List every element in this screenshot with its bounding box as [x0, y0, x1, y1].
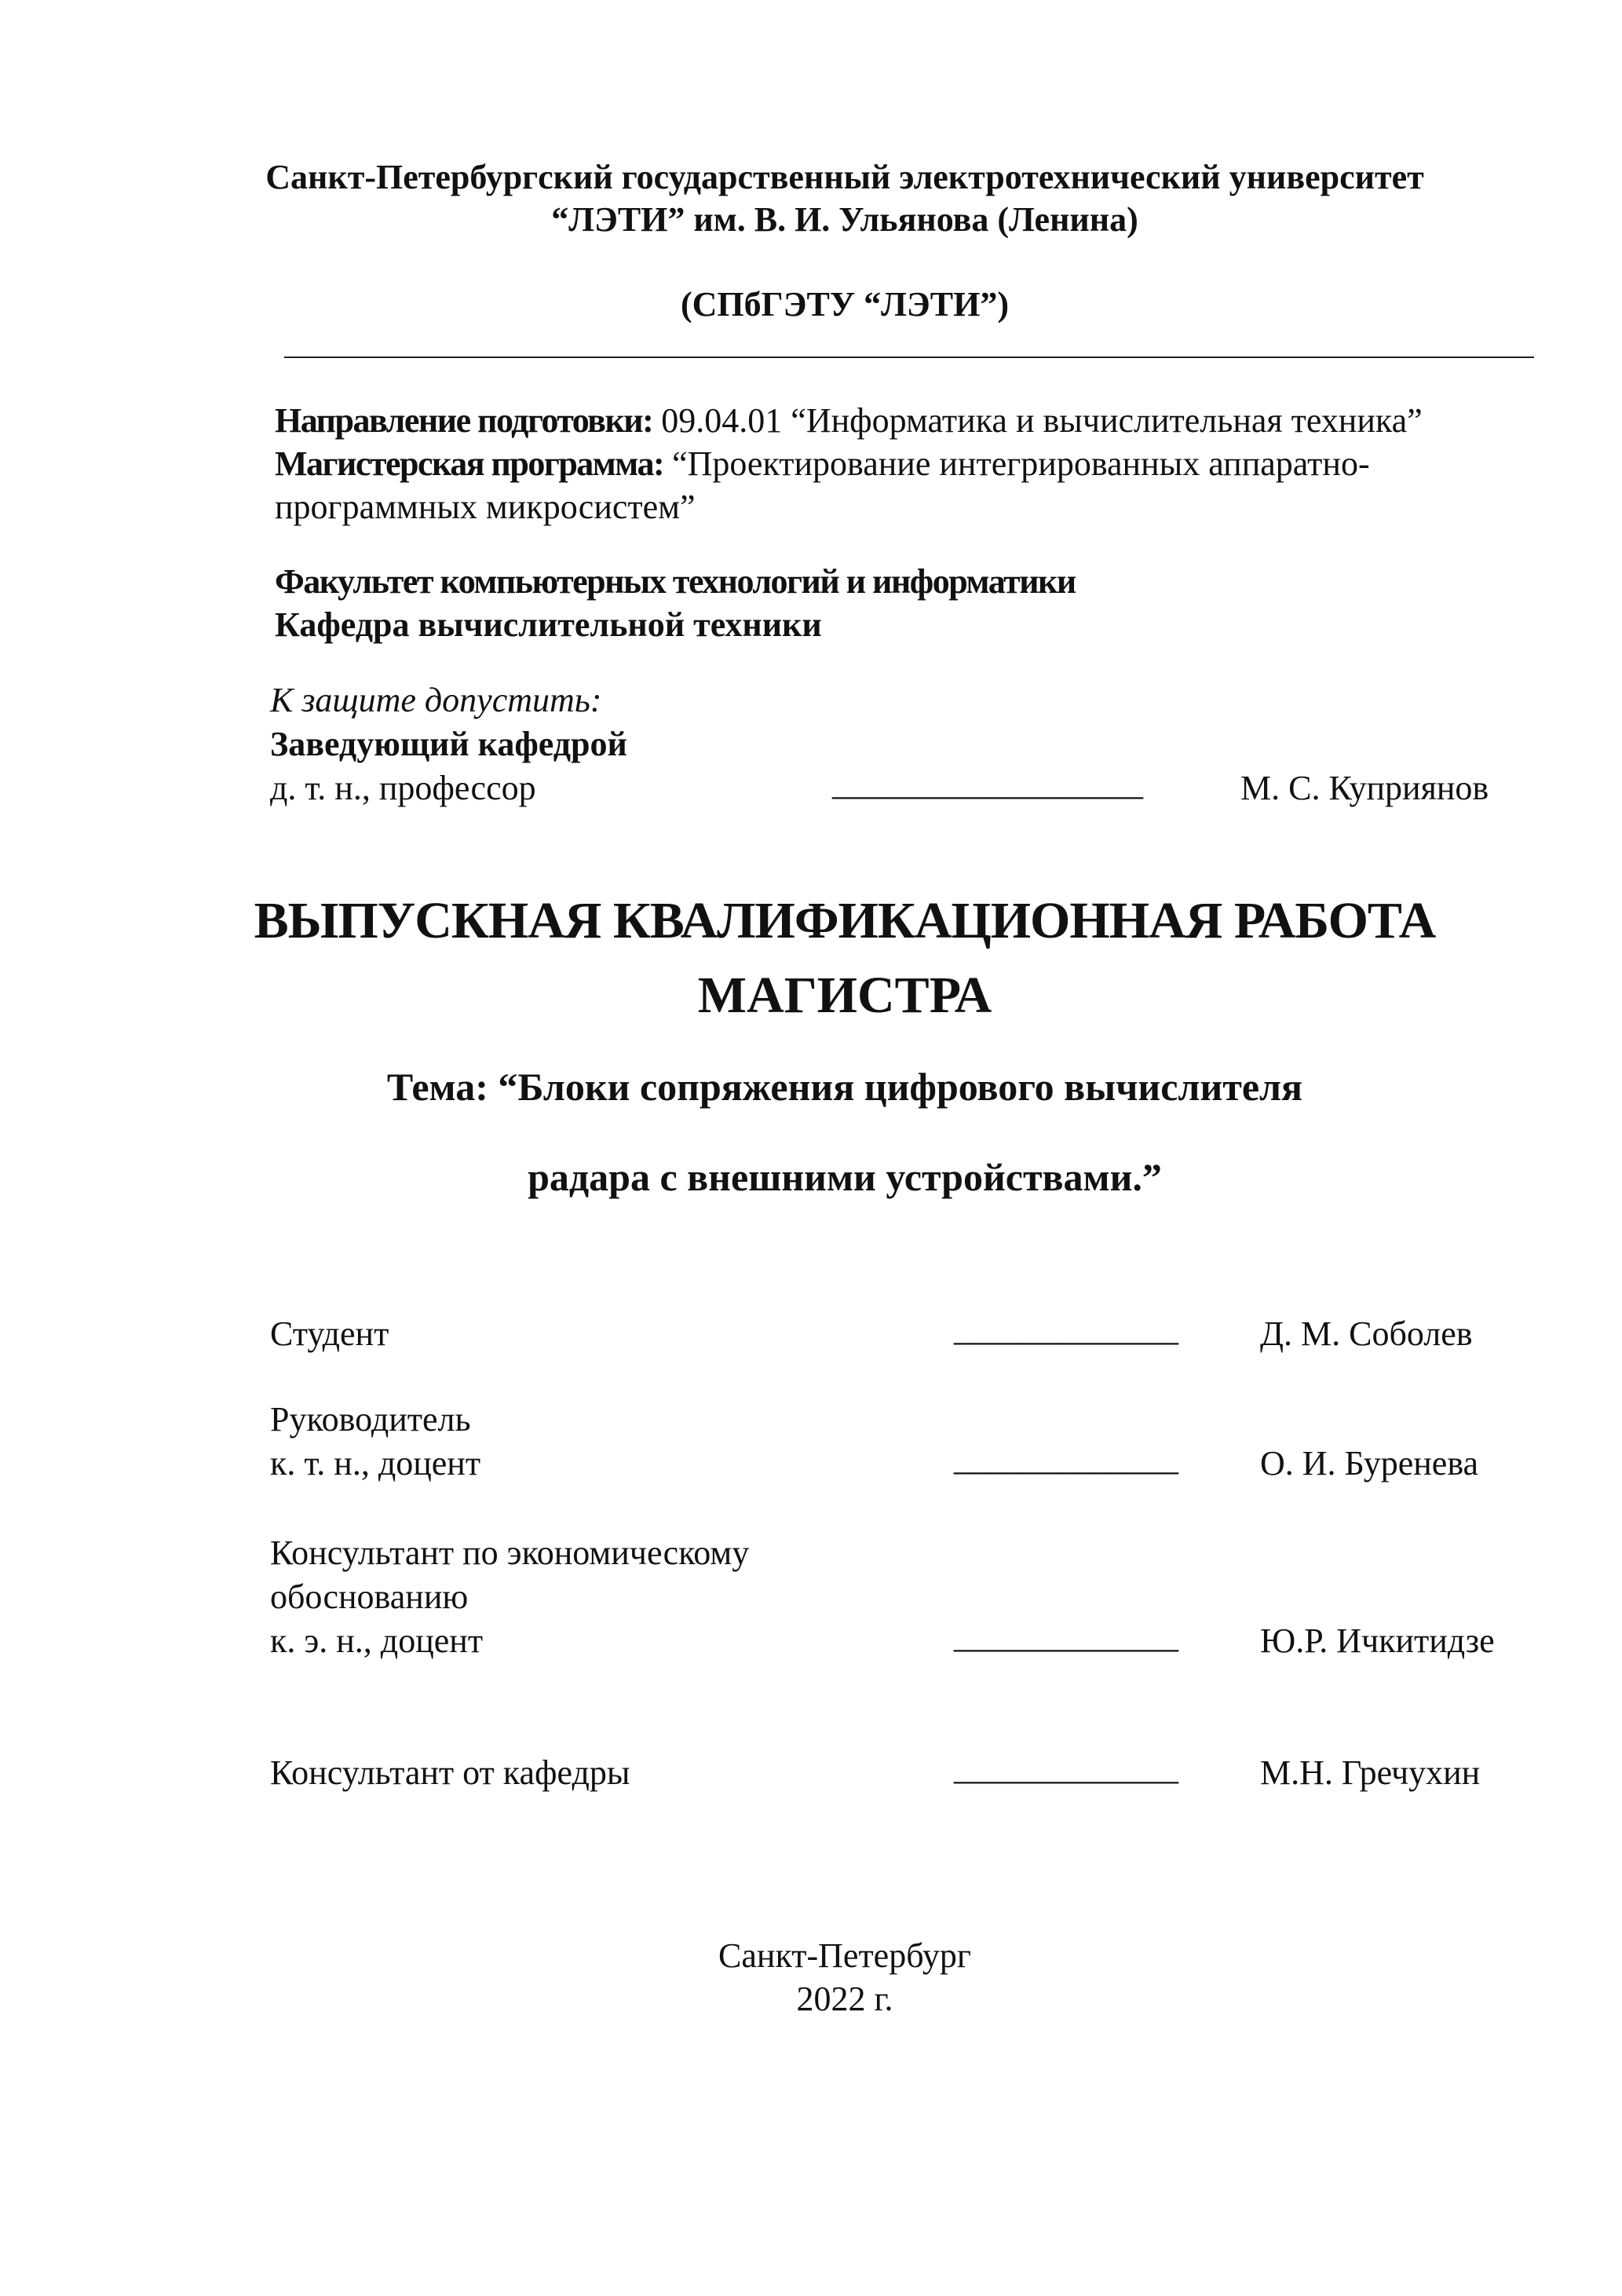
master-program-label: Магистерская программа:: [275, 444, 664, 483]
student-signature-line: _____________: [954, 1310, 1178, 1348]
document-type-line1: ВЫПУСКНАЯ КВАЛИФИКАЦИОННАЯ РАБОТА: [254, 892, 1436, 949]
dept-consultant-role: Консультант от кафедры: [270, 1753, 630, 1792]
admission-note: К защите допустить:: [270, 681, 602, 719]
faculty-name: Факультет компьютерных технологий и информатики: [275, 562, 1076, 601]
dept-consultant-name: М.Н. Гречухин: [1260, 1753, 1481, 1792]
supervisor-role: Руководитель: [270, 1400, 471, 1439]
city: Санкт-Петербург: [718, 1936, 971, 1975]
dept-consultant-signature-line: _____________: [954, 1749, 1178, 1787]
direction-label: Направление подготовки:: [275, 401, 653, 440]
econ-consultant-name: Ю.Р. Ичкитидзе: [1260, 1621, 1495, 1660]
admission-academic-title: д. т. н., профессор: [270, 769, 536, 807]
direction-line: [275, 400, 1423, 441]
admission-head-title: Заведующий кафедрой: [270, 725, 627, 763]
admission-head-name: М. С. Куприянов: [1240, 769, 1489, 807]
direction-value: 09.04.01 “Информатика и вычислительная техника”: [652, 401, 1423, 440]
master-program-line: [275, 444, 1370, 484]
university-name-line2: “ЛЭТИ” им. В. И. Ульянова (Ленина): [551, 200, 1138, 239]
supervisor-title: к. т. н., доцент: [270, 1444, 481, 1483]
topic-line1: Тема: “Блоки сопряжения цифрового вычислителя: [386, 1065, 1303, 1109]
econ-consultant-title: к. э. н., доцент: [270, 1621, 484, 1660]
master-program-value-line1: “Проектирование интегрированных аппаратно-: [663, 444, 1370, 483]
header-divider: [284, 356, 1534, 358]
student-role: Студент: [270, 1314, 389, 1353]
supervisor-name: О. И. Буренева: [1260, 1444, 1479, 1483]
econ-consultant-role-line1: Консультант по экономическому: [270, 1534, 750, 1572]
master-program-value-line2: программных микросистем”: [275, 488, 696, 526]
supervisor-signature-line: _____________: [954, 1439, 1178, 1478]
econ-consultant-role-line2: обоснованию: [270, 1578, 469, 1616]
topic-line2: радара с внешними устройствами.”: [528, 1155, 1162, 1199]
university-name-line1: Санкт-Петербургский государственный электротехнический университет: [265, 158, 1424, 196]
econ-consultant-signature-line: _____________: [954, 1617, 1178, 1655]
department-name: Кафедра вычислительной техники: [275, 605, 822, 644]
year: 2022 г.: [796, 1980, 893, 2018]
student-name: Д. М. Соболев: [1260, 1314, 1473, 1353]
document-type-line2: МАГИСТРА: [697, 967, 992, 1024]
admission-signature-line: __________________: [832, 764, 1143, 803]
university-short-name: (СПбГЭТУ “ЛЭТИ”): [681, 285, 1009, 324]
